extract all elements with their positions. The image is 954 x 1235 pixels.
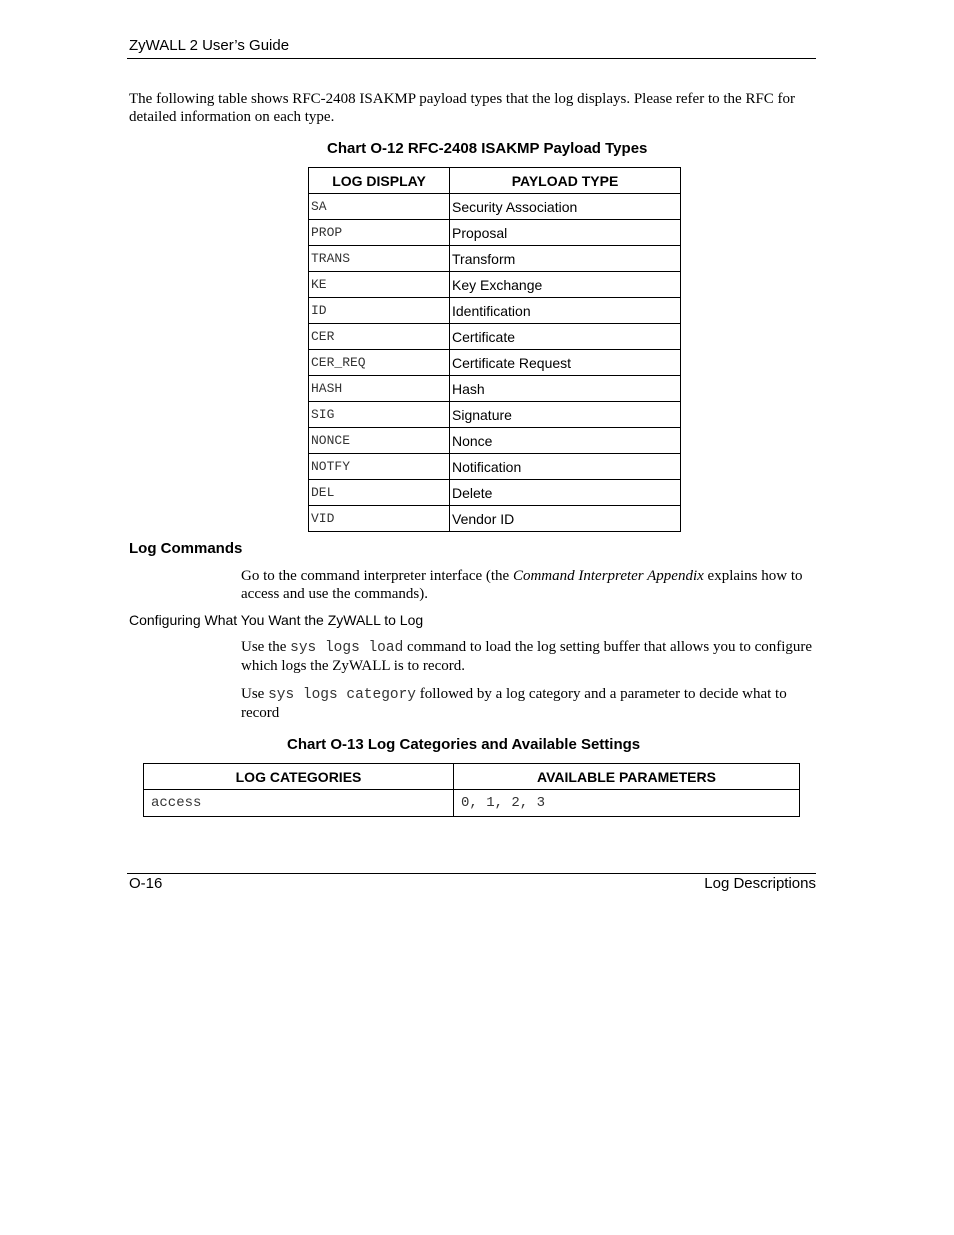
log-display-cell: HASH (309, 376, 450, 402)
payload-type-cell: Signature (450, 402, 681, 428)
log-display-cell: CER_REQ (309, 350, 450, 376)
paragraph-text: Use the (241, 639, 291, 655)
table-row (309, 246, 681, 272)
chart-o13-title: Chart O-13 Log Categories and Available Settings (287, 736, 641, 753)
paragraph-text: Use (241, 686, 269, 702)
header-rule (127, 58, 816, 59)
log-display-cell: NOTFY (309, 454, 450, 480)
parameters-cell: 0, 1, 2, 3 (454, 790, 800, 817)
payload-type-cell: Security Association (450, 194, 681, 220)
log-display-cell: TRANS (309, 246, 450, 272)
log-category-cell: access (144, 790, 454, 817)
payload-type-cell: Proposal (450, 220, 681, 246)
payload-type-cell: Key Exchange (450, 272, 681, 298)
table-row (309, 480, 681, 506)
payload-type-cell: Certificate (450, 324, 681, 350)
sys-logs-category-paragraph (241, 685, 816, 722)
payload-type-cell: Transform (450, 246, 681, 272)
log-categories-table (143, 763, 800, 817)
column-header-log-categories: LOG CATEGORIES (144, 764, 454, 790)
table-row (309, 454, 681, 480)
table-row (309, 324, 681, 350)
table-row (309, 350, 681, 376)
command-code: sys logs category (268, 687, 417, 703)
table-row (309, 506, 681, 532)
table-row (144, 790, 800, 817)
table-row (309, 220, 681, 246)
column-header-available-parameters: AVAILABLE PARAMETERS (454, 764, 800, 790)
footer-rule (127, 873, 816, 874)
table-header-row (309, 168, 681, 194)
log-display-cell: PROP (309, 220, 450, 246)
payload-type-cell: Notification (450, 454, 681, 480)
intro-paragraph: The following table shows RFC-2408 ISAKMP payload types that the log displays. Please refer to the RFC for detailed information on each type. (129, 91, 796, 125)
column-header-payload-type: PAYLOAD TYPE (450, 168, 681, 194)
log-display-cell: DEL (309, 480, 450, 506)
running-header: ZyWALL 2 User’s Guide (129, 37, 290, 54)
payload-types-table (308, 167, 681, 532)
payload-type-cell: Identification (450, 298, 681, 324)
table-row (309, 272, 681, 298)
log-display-cell: NONCE (309, 428, 450, 454)
appendix-reference: Command Interpreter Appendix (512, 568, 704, 584)
paragraph-text: command to load the log setting buffer that allows you to configure which logs the ZyWALL is to record. (241, 639, 813, 674)
log-display-cell: SA (309, 194, 450, 220)
table-row (309, 194, 681, 220)
log-display-cell: CER (309, 324, 450, 350)
log-display-cell: KE (309, 272, 450, 298)
sys-logs-load-paragraph (241, 638, 816, 675)
log-display-cell: ID (309, 298, 450, 324)
log-commands-heading: Log Commands (129, 540, 243, 557)
command-interpreter-paragraph (241, 567, 816, 603)
payload-type-cell: Delete (450, 480, 681, 506)
log-display-cell: VID (309, 506, 450, 532)
payload-type-cell: Nonce (450, 428, 681, 454)
command-code: sys logs load (290, 640, 404, 656)
page-number: O-16 (129, 875, 163, 892)
section-title: Log Descriptions (704, 875, 816, 892)
paragraph-text: followed by a log category and a parameter to decide what to record (241, 686, 787, 721)
column-header-log-display: LOG DISPLAY (309, 168, 450, 194)
paragraph-text: explains how to access and use the commands). (241, 568, 803, 602)
paragraph-text: Go to the command interpreter interface (the (241, 568, 513, 584)
chart-o12-title: Chart O-12 RFC-2408 ISAKMP Payload Types (327, 140, 648, 157)
table-row (309, 402, 681, 428)
table-header-row (144, 764, 800, 790)
table-row (309, 376, 681, 402)
log-display-cell: SIG (309, 402, 450, 428)
payload-type-cell: Certificate Request (450, 350, 681, 376)
configuring-subheading: Configuring What You Want the ZyWALL to Log (129, 612, 424, 628)
payload-type-cell: Hash (450, 376, 681, 402)
table-row (309, 428, 681, 454)
table-row (309, 298, 681, 324)
payload-type-cell: Vendor ID (450, 506, 681, 532)
